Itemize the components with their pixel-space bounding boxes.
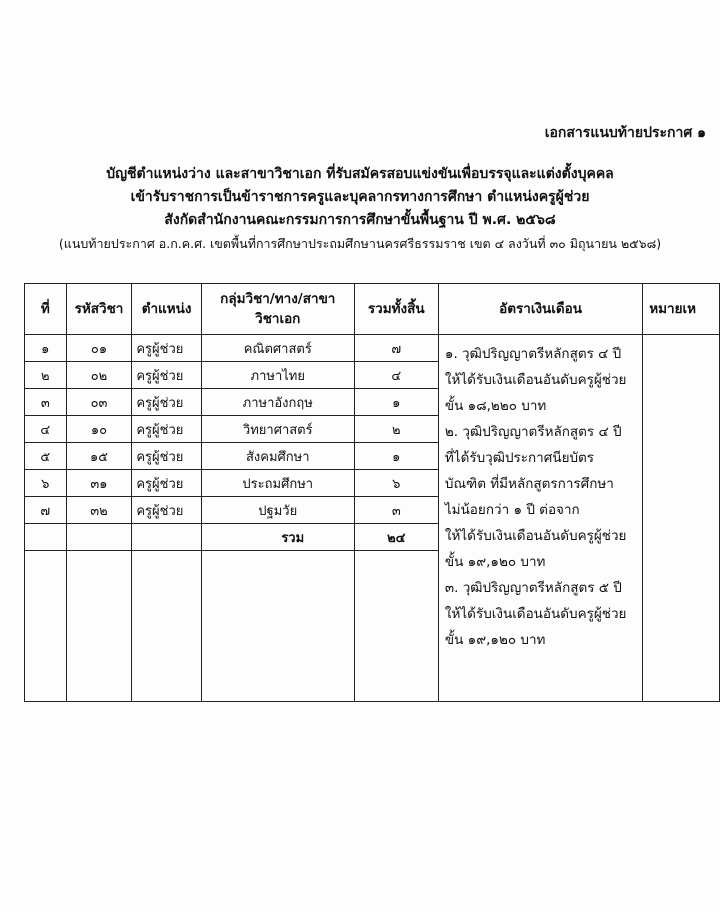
row-code: ๑๕ bbox=[66, 443, 132, 470]
row-position: ครูผู้ช่วย bbox=[132, 443, 202, 470]
row-position: ครูผู้ช่วย bbox=[132, 389, 202, 416]
title-line-3: สังกัดสำนักงานคณะกรรมการการศึกษาขั้นพื้นฐาน ปี พ.ศ. ๒๕๖๘ bbox=[164, 212, 556, 228]
header-salary: อัตราเงินเดือน bbox=[438, 284, 642, 335]
salary-line: ๑. วุฒิปริญญาตรีหลักสูตร ๔ ปี bbox=[444, 346, 622, 362]
row-subject: ปฐมวัย bbox=[201, 497, 354, 524]
row-no: ๓ bbox=[25, 389, 67, 416]
row-position: ครูผู้ช่วย bbox=[132, 497, 202, 524]
salary-line: บัณฑิต ที่มีหลักสูตรการศึกษา bbox=[444, 476, 614, 492]
row-no: ๖ bbox=[25, 470, 67, 497]
row-code: ๐๒ bbox=[66, 362, 132, 389]
salary-line: ขั้น ๑๘,๒๒๐ บาท bbox=[444, 398, 547, 414]
salary-rates-text bbox=[439, 335, 642, 653]
row-position: ครูผู้ช่วย bbox=[132, 335, 202, 362]
row-count: ๓ bbox=[354, 497, 438, 524]
title-line-4-attachment-note: (แนบท้ายประกาศ อ.ก.ค.ศ. เขตพื้นที่การศึกษาประถมศึกษานครศรีธรรมราช เขต ๔ ลงวันที่ ๓๐ มิถุนายน ๒๕๖๘) bbox=[58, 236, 662, 251]
row-no: ๔ bbox=[25, 416, 67, 443]
row-position: ครูผู้ช่วย bbox=[132, 362, 202, 389]
salary-line: ไม่น้อยกว่า ๑ ปี ต่อจาก bbox=[444, 502, 580, 518]
header-remark: หมายเห bbox=[643, 284, 720, 335]
row-subject: คณิตศาสตร์ bbox=[201, 335, 354, 362]
row-count: ๗ bbox=[354, 335, 438, 362]
row-position: ครูผู้ช่วย bbox=[132, 470, 202, 497]
row-subject: ภาษาอังกฤษ bbox=[201, 389, 354, 416]
row-count: ๔ bbox=[354, 362, 438, 389]
table-row bbox=[25, 335, 720, 362]
salary-rates-cell bbox=[438, 335, 642, 702]
row-position: ครูผู้ช่วย bbox=[132, 416, 202, 443]
row-no: ๒ bbox=[25, 362, 67, 389]
row-count: ๑ bbox=[354, 443, 438, 470]
table-header-row bbox=[25, 284, 720, 335]
row-count: ๑ bbox=[354, 389, 438, 416]
salary-line: ๒. วุฒิปริญญาตรีหลักสูตร ๔ ปี bbox=[444, 424, 622, 440]
salary-line: ให้ได้รับเงินเดือนอันดับครูผู้ช่วย bbox=[444, 528, 627, 544]
title-line-2: เข้ารับราชการเป็นข้าราชการครูและบุคลากรทางการศึกษา ตำแหน่งครูผู้ช่วย bbox=[130, 189, 590, 205]
salary-line: ขั้น ๑๙,๑๒๐ บาท bbox=[444, 554, 546, 570]
salary-line: ให้ได้รับเงินเดือนอันดับครูผู้ช่วย bbox=[444, 372, 627, 388]
row-no: ๕ bbox=[25, 443, 67, 470]
row-no: ๗ bbox=[25, 497, 67, 524]
total-value: ๒๔ bbox=[354, 524, 438, 551]
header-subject-group-line1: กลุ่มวิชา/ทาง/สาขา bbox=[220, 291, 336, 307]
title-line-1: บัญชีตำแหน่งว่าง และสาขาวิชาเอก ที่รับสมัครสอบแข่งขันเพื่อบรรจุและแต่งตั้งบุคคล bbox=[106, 166, 614, 182]
salary-line: ขั้น ๑๙,๑๒๐ บาท bbox=[444, 632, 546, 648]
document-reference: เอกสารแนบท้ายประกาศ ๑ bbox=[544, 125, 706, 141]
header-code: รหัสวิชา bbox=[66, 284, 132, 335]
salary-line: ให้ได้รับเงินเดือนอันดับครูผู้ช่วย bbox=[444, 606, 627, 622]
total-label: รวม bbox=[281, 530, 305, 546]
salary-line: ที่ได้รับวุฒิประกาศนียบัตร bbox=[444, 450, 595, 466]
header-no: ที่ bbox=[25, 284, 67, 335]
total-label-cell bbox=[201, 524, 354, 551]
row-code: ๐๓ bbox=[66, 389, 132, 416]
row-subject: ภาษาไทย bbox=[201, 362, 354, 389]
row-subject: ประถมศึกษา bbox=[201, 470, 354, 497]
row-code: ๓๒ bbox=[66, 497, 132, 524]
row-count: ๒ bbox=[354, 416, 438, 443]
row-subject: สังคมศึกษา bbox=[201, 443, 354, 470]
vacancy-table bbox=[24, 283, 720, 702]
row-no: ๑ bbox=[25, 335, 67, 362]
row-subject: วิทยาศาสตร์ bbox=[201, 416, 354, 443]
header-total: รวมทั้งสิ้น bbox=[354, 284, 438, 335]
salary-line: ๓. วุฒิปริญญาตรีหลักสูตร ๕ ปี bbox=[444, 580, 622, 596]
row-count: ๖ bbox=[354, 470, 438, 497]
header-position: ตำแหน่ง bbox=[132, 284, 202, 335]
row-code: ๓๑ bbox=[66, 470, 132, 497]
remark-cell bbox=[643, 335, 720, 702]
header-subject-group bbox=[201, 284, 354, 335]
row-code: ๑๐ bbox=[66, 416, 132, 443]
row-code: ๐๑ bbox=[66, 335, 132, 362]
header-subject-group-line2: วิชาเอก bbox=[255, 311, 301, 327]
